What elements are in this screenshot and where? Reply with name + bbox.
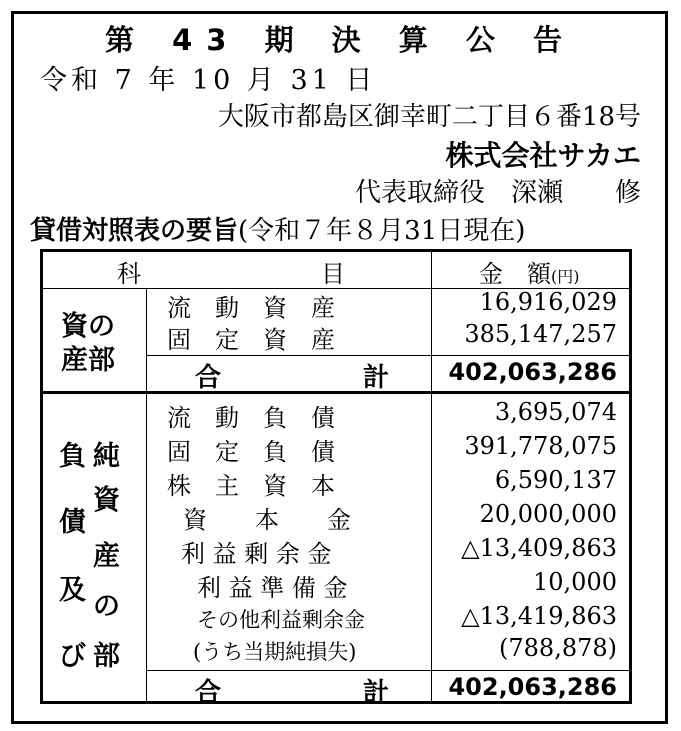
liab-section-char: 資 — [93, 485, 120, 516]
assets-total-label-left: 合 — [195, 363, 222, 393]
assets-section-line1: 資の — [61, 311, 115, 342]
liability-row-value: 20,000,000 — [479, 500, 617, 528]
assets-total-value: 402,063,286 — [448, 358, 617, 386]
liability-row-label: 資 本 金 — [183, 506, 351, 534]
company-address: 大阪市都島区御幸町二丁目６番18号 — [217, 102, 641, 132]
liability-row-value: 3,695,074 — [494, 398, 617, 426]
liability-row-value: 10,000 — [533, 568, 617, 596]
asset-row-value: 16,916,029 — [479, 288, 617, 316]
liab-section-char: 純 — [93, 441, 120, 472]
balance-sheet-heading — [30, 210, 525, 247]
header-amount — [479, 254, 580, 289]
liability-row-value: △13,419,863 — [461, 602, 617, 630]
representative: 代表取締役 深瀬 修 — [354, 178, 641, 208]
heading-main: 貸借対照表の要旨 — [30, 216, 239, 246]
liab-section-char: 部 — [93, 641, 120, 672]
assets-section-line2: 産部 — [61, 345, 115, 376]
assets-section-divider — [146, 288, 147, 392]
liab-section-char: 及 — [59, 575, 86, 606]
liabilities-total-divider — [146, 670, 629, 671]
amount-column-divider — [431, 252, 432, 701]
asset-row-label: 流 動 資 産 — [167, 294, 335, 322]
company-name: 株式会社サカエ — [445, 139, 641, 172]
liabilities-total-value: 402,063,286 — [448, 673, 617, 701]
header-amount-label: 金 額 — [479, 260, 551, 288]
liability-row-label: 流 動 負 債 — [167, 404, 335, 432]
liability-row-label: 利 益 剰 余 金 — [181, 540, 332, 568]
asset-row-label: 固 定 資 産 — [167, 326, 335, 354]
notice-date: 令和 7 年 10 月 31 日 — [40, 65, 377, 96]
liability-row-label: 利 益 準 備 金 — [197, 574, 348, 602]
liabilities-total-label-left: 合 — [195, 678, 222, 708]
liability-row-value: 6,590,137 — [494, 466, 617, 494]
notice-title: 第 43 期 決 算 公 告 — [105, 23, 576, 57]
liability-row-label: その他利益剰余金 — [197, 608, 365, 632]
liab-section-char: 産 — [93, 541, 120, 572]
liability-row-label: 株 主 資 本 — [167, 472, 335, 500]
liability-row-value: 391,778,075 — [464, 432, 617, 460]
asset-row-value: 385,147,257 — [464, 320, 617, 348]
liability-row-label: 固 定 負 債 — [167, 438, 335, 466]
header-item-col1: 科 — [117, 260, 141, 288]
liability-row-label: (うち当期純損失) — [193, 640, 357, 664]
assets-total-label-right: 計 — [363, 363, 390, 393]
liab-section-char: び — [59, 641, 86, 672]
heading-date: (令和７年８月31日現在) — [238, 216, 526, 246]
balance-sheet-table — [40, 249, 632, 708]
liab-section-char: 負 — [59, 441, 86, 472]
header-item-col2: 目 — [321, 260, 345, 288]
liability-row-value: (788,878) — [499, 634, 617, 662]
liab-section-char: の — [93, 591, 120, 622]
assets-total-divider — [146, 355, 629, 356]
header-unit: (円) — [551, 267, 580, 286]
liabilities-section-divider — [146, 392, 147, 704]
liability-row-value: △13,409,863 — [461, 534, 617, 562]
liab-section-char: 債 — [59, 507, 86, 538]
assets-liabilities-divider — [43, 391, 629, 394]
liabilities-total-label-right: 計 — [363, 678, 390, 708]
